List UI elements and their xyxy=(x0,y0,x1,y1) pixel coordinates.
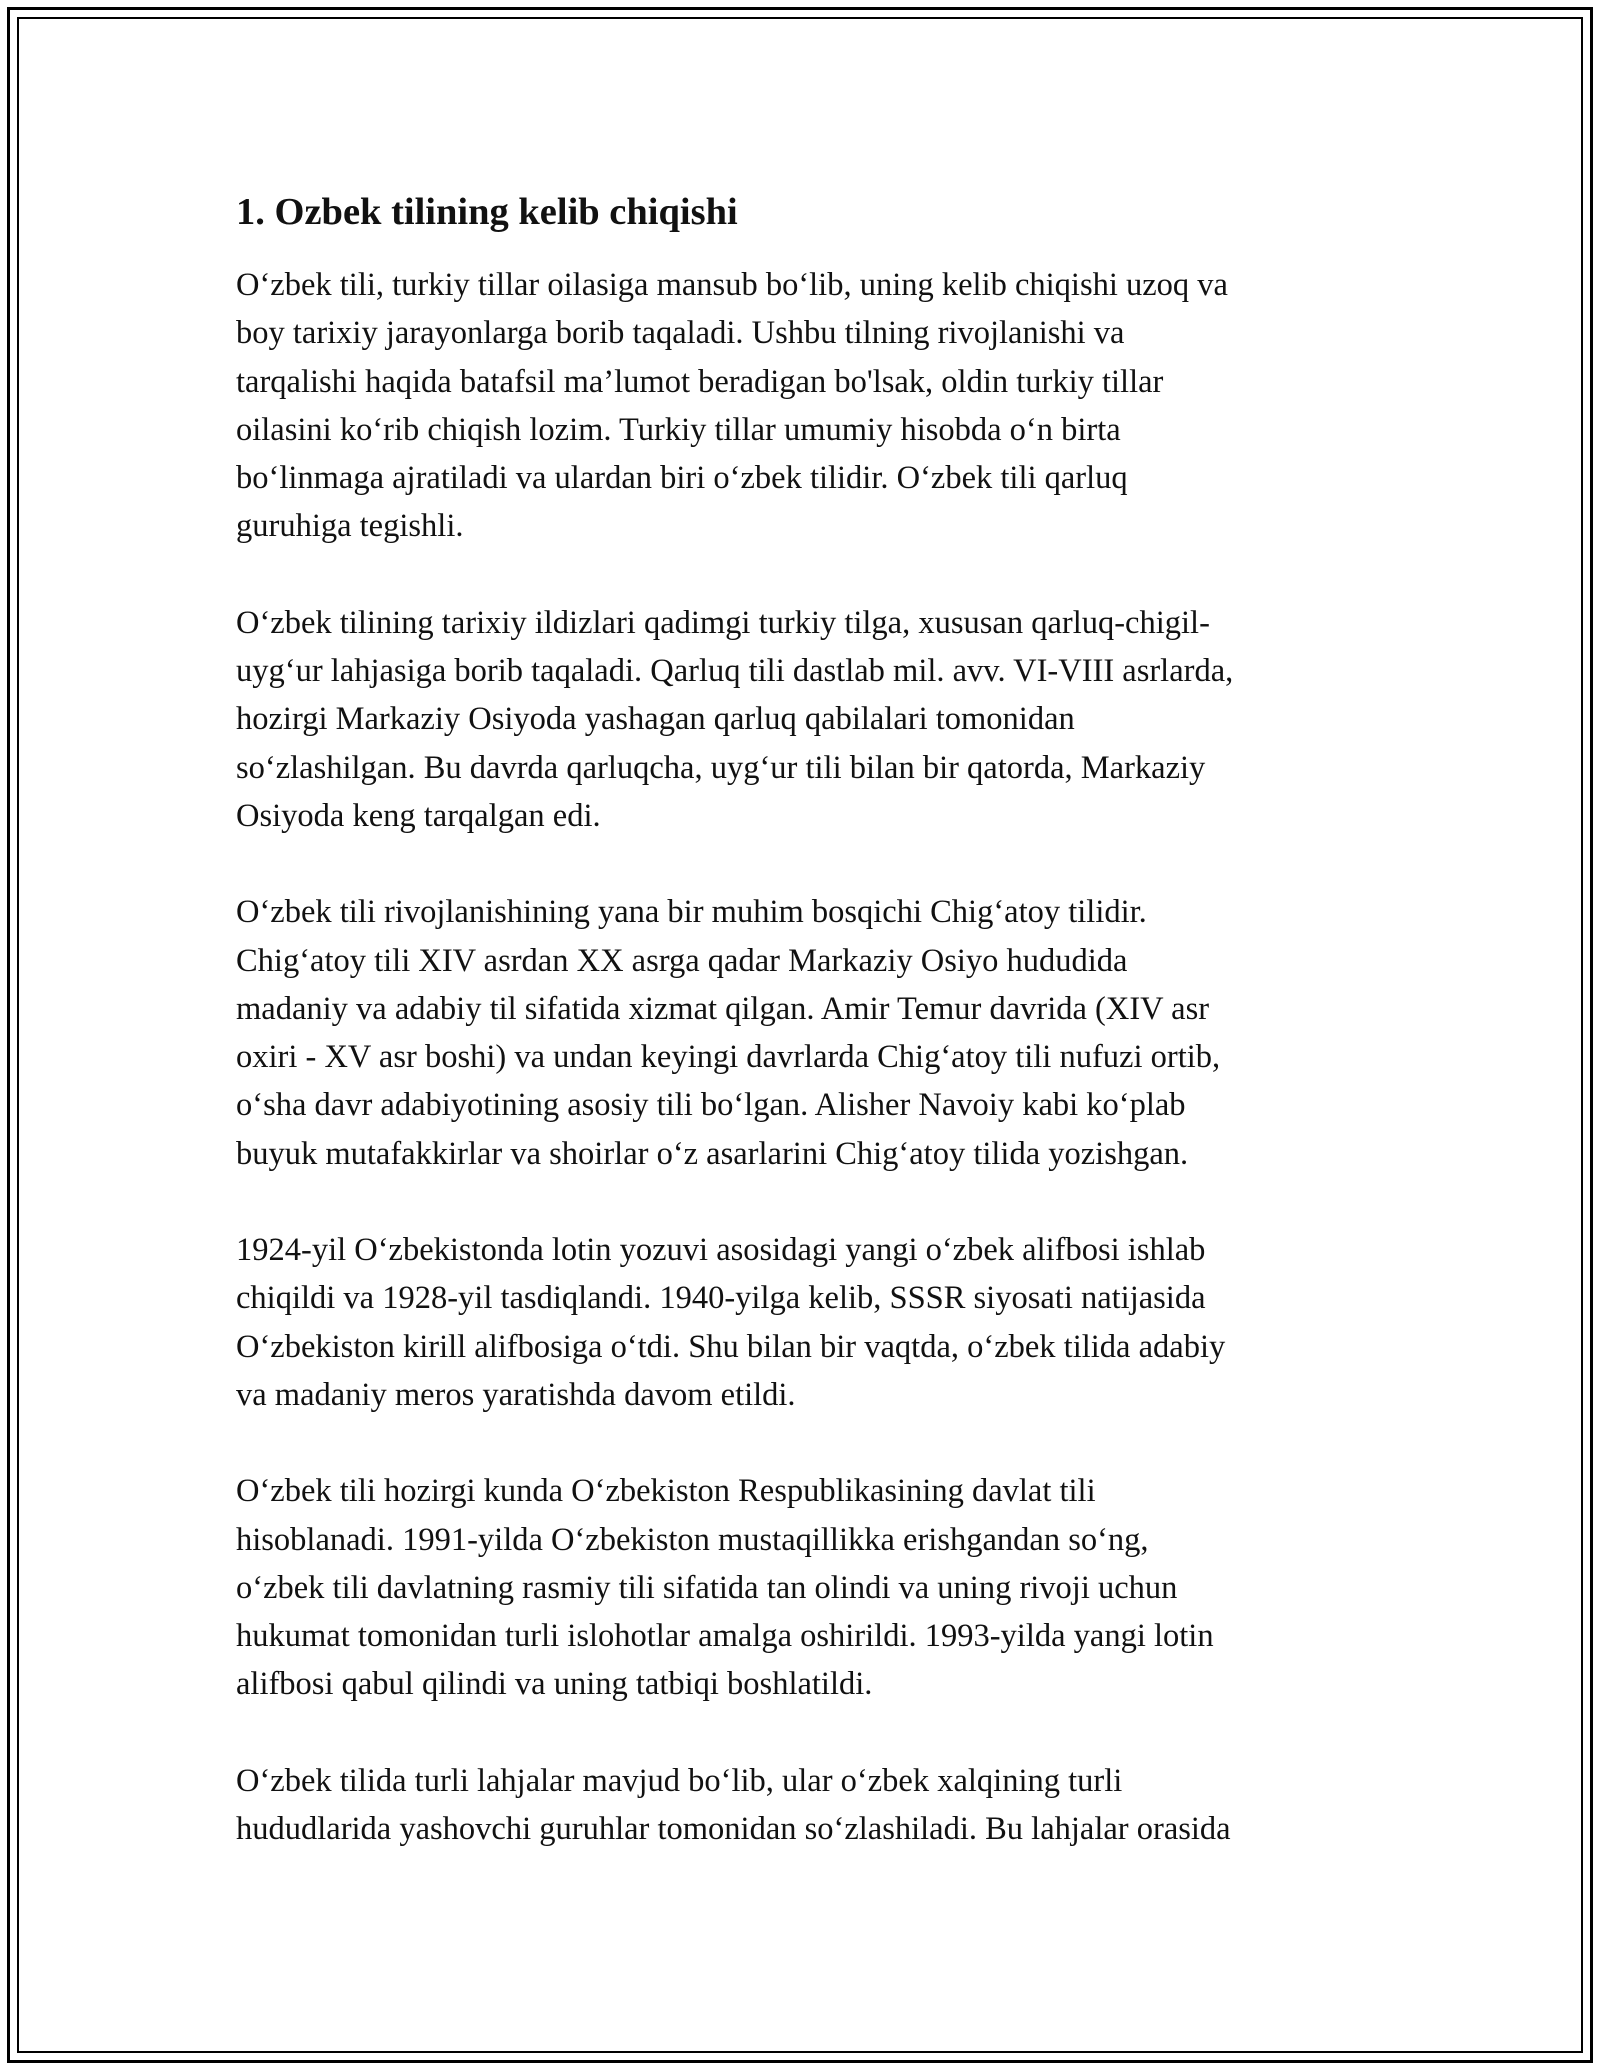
section-heading: 1. Ozbek tilining kelib chiqishi xyxy=(236,191,738,233)
paragraph-line: hukumat tomonidan turli islohotlar amalga oshirildi. 1993-yilda yangi lotin xyxy=(236,1618,1214,1655)
paragraph-line: oilasini ko‘rib chiqish lozim. Turkiy tillar umumiy hisobda o‘n birta xyxy=(236,411,1121,448)
paragraphs-container xyxy=(236,261,1366,1853)
paragraph-line: o‘zbek tili davlatning rasmiy tili sifatida tan olindi va uning rivoji uchun xyxy=(236,1569,1178,1606)
body-paragraph xyxy=(236,888,1366,1178)
paragraph-line: 1924-yil O‘zbekistonda lotin yozuvi asosidagi yangi o‘zbek alifbosi ishlab xyxy=(236,1232,1206,1269)
paragraph-line: uyg‘ur lahjasiga borib taqaladi. Qarluq tili dastlab mil. avv. VI-VIII asrlarda, xyxy=(236,653,1234,690)
paragraph-line: guruhiga tegishli. xyxy=(236,508,464,545)
paragraph-line: madaniy va adabiy til sifatida xizmat qilgan. Amir Temur davrida (XIV asr xyxy=(236,990,1210,1027)
paragraph-line: buyuk mutafakkirlar va shoirlar o‘z asarlarini Chig‘atoy tilida yozishgan. xyxy=(236,1135,1189,1172)
body-paragraph xyxy=(236,1467,1366,1708)
paragraph-line: hududlarida yashovchi guruhlar tomonidan so‘zlashiladi. Bu lahjalar orasida xyxy=(236,1811,1231,1848)
paragraph-line: boy tarixiy jarayonlarga borib taqaladi. Ushbu tilning rivojlanishi va xyxy=(236,315,1125,352)
body-paragraph xyxy=(236,1757,1366,1854)
paragraph-line: hozirgi Markaziy Osiyoda yashagan qarluq qabilalari tomonidan xyxy=(236,701,1075,738)
paragraph-line: hisoblanadi. 1991-yilda O‘zbekiston mustaqillikka erishgandan so‘ng, xyxy=(236,1521,1149,1558)
body-paragraph xyxy=(236,261,1366,551)
paragraph-line: o‘sha davr adabiyotining asosiy tili bo‘lgan. Alisher Navoiy kabi ko‘plab xyxy=(236,1087,1186,1124)
document-body xyxy=(236,188,1366,1901)
paragraph-line: tarqalishi haqida batafsil ma’lumot beradigan bo'lsak, oldin turkiy tillar xyxy=(236,363,1164,400)
body-paragraph xyxy=(236,599,1366,840)
paragraph-line: O‘zbek tili rivojlanishining yana bir muhim bosqichi Chig‘atoy tilidir. xyxy=(236,894,1147,931)
paragraph-line: bo‘linmaga ajratiladi va ulardan biri o‘zbek tilidir. O‘zbek tili qarluq xyxy=(236,460,1128,497)
paragraph-line: O‘zbek tili hozirgi kunda O‘zbekiston Respublikasining davlat tili xyxy=(236,1473,1096,1510)
paragraph-line: va madaniy meros yaratishda davom etildi. xyxy=(236,1376,796,1413)
paragraph-line: alifbosi qabul qilindi va uning tatbiqi boshlatildi. xyxy=(236,1666,873,1703)
paragraph-line: O‘zbek tili, turkiy tillar oilasiga mansub bo‘lib, uning kelib chiqishi uzoq va xyxy=(236,267,1228,303)
paragraph-line: O‘zbek tilining tarixiy ildizlari qadimgi turkiy tilga, xususan qarluq-chigil- xyxy=(236,604,1210,641)
paragraph-line: chiqildi va 1928-yil tasdiqlandi. 1940-yilga kelib, SSSR siyosati natijasida xyxy=(236,1280,1206,1317)
body-paragraph xyxy=(236,1226,1366,1419)
paragraph-line: O‘zbek tilida turli lahjalar mavjud bo‘lib, ular o‘zbek xalqining turli xyxy=(236,1762,1123,1799)
paragraph-line: so‘zlashilgan. Bu davrda qarluqcha, uyg‘ur tili bilan bir qatorda, Markaziy xyxy=(236,749,1206,786)
paragraph-line: oxiri - XV asr boshi) va undan keyingi davrlarda Chig‘atoy tili nufuzi ortib, xyxy=(236,1039,1221,1076)
paragraph-line: Osiyoda keng tarqalgan edi. xyxy=(236,797,601,834)
paragraph-line: O‘zbekiston kirill alifbosiga o‘tdi. Shu bilan bir vaqtda, o‘zbek tilida adabiy xyxy=(236,1328,1226,1365)
paragraph-line: Chig‘atoy tili XIV asrdan XX asrga qadar Markaziy Osiyo hududida xyxy=(236,942,1128,979)
